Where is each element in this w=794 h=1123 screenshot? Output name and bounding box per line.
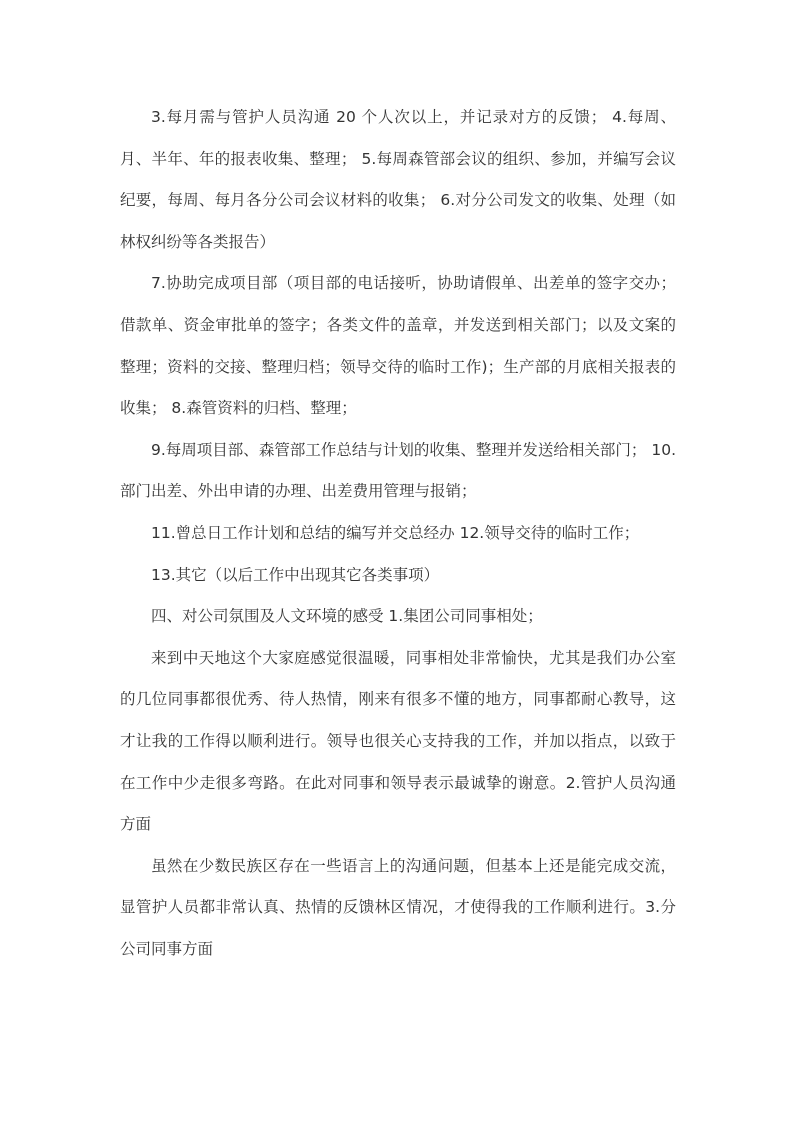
paragraph-daily-plan: 11.曾总日工作计划和总结的编写并交总经办 12.领导交待的临时工作； bbox=[151, 523, 640, 542]
paragraph-other-items: 13.其它（以后工作中出现其它各类事项） bbox=[151, 565, 440, 584]
paragraph-monthly-tasks: 3.每月需与管护人员沟通 20 个人次以上，并记录对方的反馈； 4.每周、月、半年、年的报表收集、整理； 5.每周森管部会议的组织、参加，并编写会议纪要，每周、每月各分公司会议材料的收集； 6.对分公司发文的收集、处理（如林权纠纷等各类报告） bbox=[120, 108, 676, 251]
section-heading-company-atmosphere: 四、对公司氛围及人文环境的感受 1.集团公司同事相处； bbox=[151, 607, 543, 626]
paragraph-weekly-summary: 9.每周项目部、森管部工作总结与计划的收集、整理并发送给相关部门； 10.部门出差、外出申请的办理、出差费用管理与报销； bbox=[120, 440, 676, 501]
document-body bbox=[120, 97, 676, 970]
paragraph-ranger-communication: 虽然在少数民族区存在一些语言上的沟通问题，但基本上还是能完成交流，显管护人员都非常认真、热情的反馈林区情况，才使得我的工作顺利进行。3.分公司同事方面 bbox=[120, 856, 676, 958]
paragraph-project-assistance: 7.协助完成项目部（项目部的电话接听，协助请假单、出差单的签字交办；借款单、资金审批单的签字；各类文件的盖章，并发送到相关部门；以及文案的整理；资料的交接、整理归档；领导交待的临时工作)；生产部的月底相关报表的收集； 8.森管资料的归档、整理； bbox=[120, 274, 676, 418]
paragraph-colleagues: 来到中天地这个大家庭感觉很温暖，同事相处非常愉快，尤其是我们办公室的几位同事都很优秀、待人热情，刚来有很多不懂的地方，同事都耐心教导，这才让我的工作得以顺利进行。领导也很关心支持我的工作，并加以指点，以致于在工作中少走很多弯路。在此对同事和领导表示最诚挚的谢意。2.管护人员沟通方面 bbox=[120, 648, 676, 834]
